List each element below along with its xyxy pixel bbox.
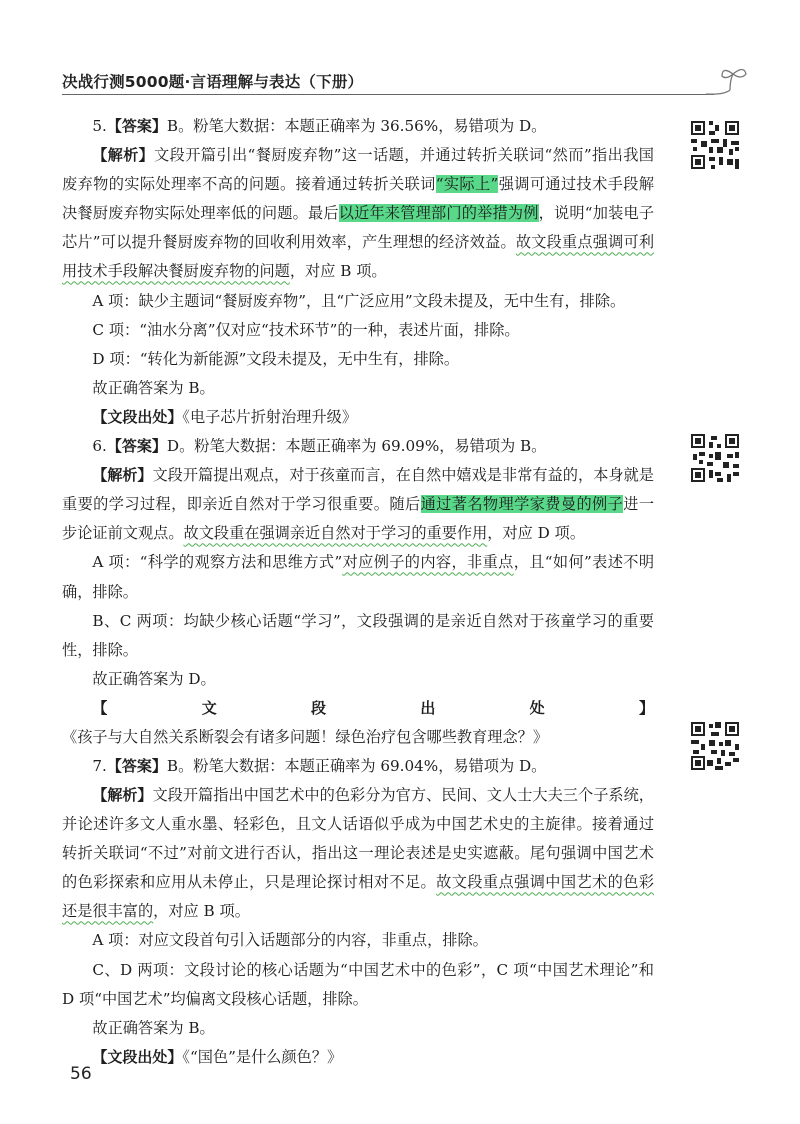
key-point-underline: 故文段重点强调可利用技术手段解决餐厨废弃物的问题: [62, 233, 655, 281]
q5-answer: 5.【答案】B。粉笔大数据：本题正确率为 36.56%，易错项为 D。: [92, 117, 547, 135]
key-point-underline: 对应例子的内容，非重点: [342, 553, 514, 572]
q5-option-a: A 项：缺少主题词“餐厨废弃物”，且“广泛应用”文段未提及，无中生有，排除。: [92, 291, 626, 310]
q5-option-c: C 项：“油水分离”仅对应“技术环节”的一种，表述片面，排除。: [92, 320, 520, 339]
highlight: “实际上”: [435, 175, 499, 194]
page-number: 56: [70, 1064, 92, 1084]
analysis-tag: 【解析】: [92, 146, 155, 165]
header-rule: [62, 94, 714, 95]
key-point-underline: 故文段重点强调中国艺术的色彩还是很丰富的: [62, 873, 655, 921]
q5-analysis: 【解析】文段开篇引出“餐厨废弃物”这一话题，并通过转折关联词“然而”指出我国废弃物的实际处理率不高的问题。接着通过转折关联词“实际上”强调可通过技术手段解决餐厨废弃物实际处理率低的问题。最后以近年来管理部门的举措为例，说明“加装电子芯片”可以提升餐厨废弃物的回收利用效率，产生理想的经济效益。故文段重点强调可利用技术手段解决餐厨废弃物的问题，对应 B 项。: [62, 146, 655, 281]
q6-answer: 6.【答案】D。粉笔大数据：本题正确率为 69.09%，易错项为 B。: [92, 437, 547, 456]
q7-option-a: A 项：对应文段首句引入话题部分的内容，非重点，排除。: [92, 931, 488, 950]
q5-source: 【文段出处】《电子芯片折射治理升级》: [92, 407, 358, 426]
analysis-tag: 【解析】: [92, 466, 153, 485]
highlight: 通过著名物理学家费曼的例子: [420, 495, 624, 514]
sprout-icon: [700, 52, 750, 102]
running-header: 决战行测5000题·言语理解与表达（下册）: [62, 73, 364, 91]
q7-answer: 7.【答案】B。粉笔大数据：本题正确率为 69.04%，易错项为 D。: [92, 756, 547, 775]
answer-tag: 【答案】: [106, 437, 167, 456]
qr-code-q7[interactable]: [689, 720, 741, 772]
answer-tag: 【答案】: [106, 117, 167, 135]
answer-tag: 【答案】: [106, 756, 167, 775]
qr-code-q6[interactable]: [689, 432, 741, 484]
analysis-tag: 【解析】: [92, 785, 153, 804]
source-tag: 【文段出处】: [92, 407, 183, 426]
answer-explanations: [62, 112, 654, 1072]
key-point-underline: 故文段重在强调亲近自然对于学习的重要作用: [183, 524, 488, 543]
q5-option-d: D 项：“转化为新能源”文段未提及，无中生有，排除。: [92, 349, 460, 368]
q7-option-cd: C、D 两项：文段讨论的核心话题为“中国艺术中的色彩”，C 项“中国艺术理论”和 D 项“中国艺术”均偏离文段核心话题，排除。: [62, 960, 654, 1008]
q7-analysis: 【解析】文段开篇指出中国艺术中的色彩分为官方、民间、文人士大夫三个子系统，并论述许多文人重水墨、轻彩色，且文人话语似乎成为中国艺术史的主旋律。接着通过转折关联词“不过”对前文进行否认，指出这一理论表述是史实遮蔽。尾句强调中国艺术的色彩探索和应用从未停止，只是理论探讨相对不足。故文段重点强调中国艺术的色彩还是很丰富的，对应 B 项。: [62, 785, 655, 921]
source-tag: 【文段出处】: [92, 1047, 183, 1066]
q6-analysis: 【解析】文段开篇提出观点，对于孩童而言，在自然中嬉戏是非常有益的，本身就是重要的学习过程，即亲近自然对于学习很重要。随后通过著名物理学家费曼的例子进一步论证前文观点。故文段重在强调亲近自然对于学习的重要作用，对应 D 项。: [62, 466, 655, 543]
source-tag: 【文段出处】: [92, 698, 654, 717]
q7-source: 【文段出处】《“国色”是什么颜色？》: [92, 1047, 343, 1066]
q6-option-a: A 项：“科学的观察方法和思维方式”对应例子的内容，非重点，且“如何”表述不明确，排除。: [62, 553, 655, 601]
qr-code-q5[interactable]: [689, 119, 741, 171]
q6-final-answer: 故正确答案为 D。: [92, 669, 216, 688]
q5-final-answer: 故正确答案为 B。: [92, 378, 215, 397]
highlight: 以近年来管理部门的举措为例: [338, 204, 539, 223]
q6-option-bc: B、C 两项：均缺少核心话题“学习”，文段强调的是亲近自然对于孩童学习的重要性，排除。: [62, 611, 654, 659]
q7-final-answer: 故正确答案为 B。: [92, 1018, 215, 1037]
q6-source: 【文段出处】《孩子与大自然关系断裂会有诸多问题！绿色治疗包含哪些教育理念？》: [62, 698, 654, 746]
